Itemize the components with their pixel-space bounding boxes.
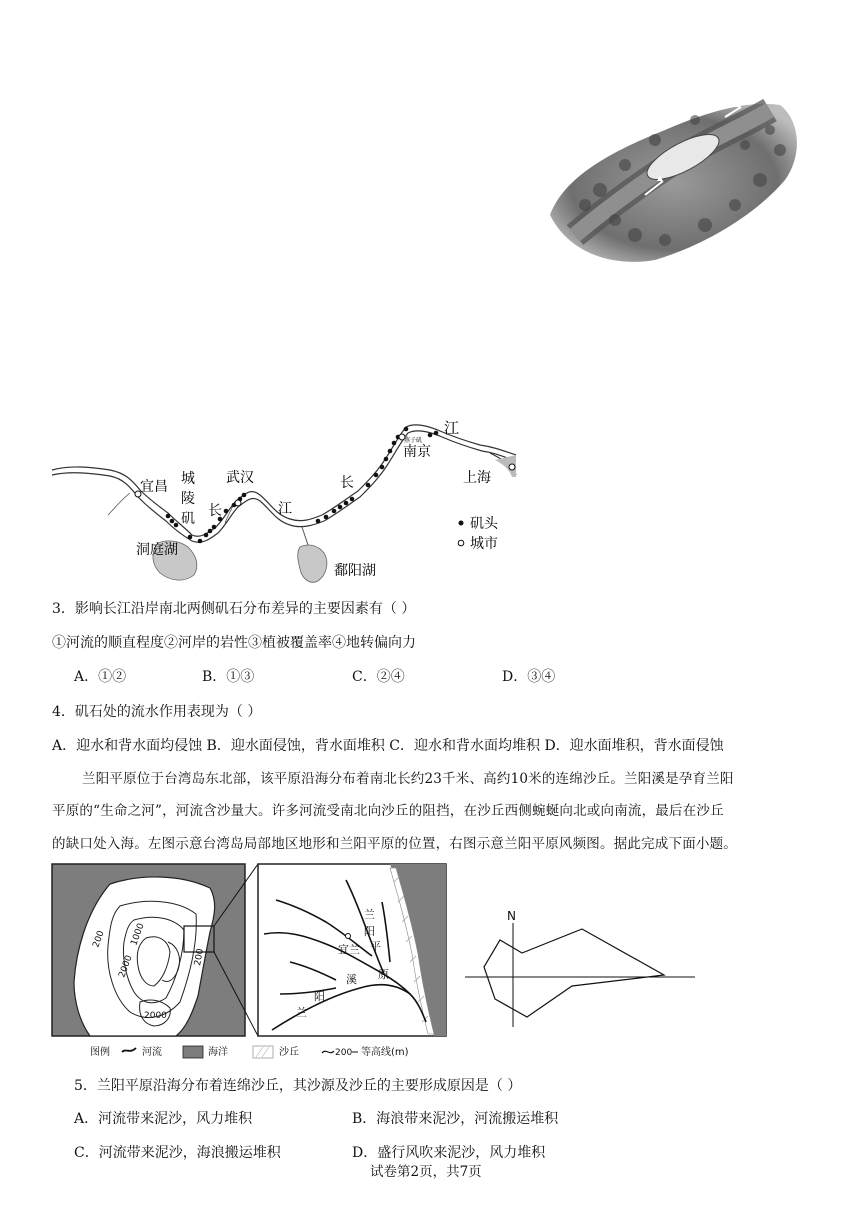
taiwan-lanyang-map [50,862,450,1062]
q3-option-c[interactable]: C．②④ [352,669,405,685]
inset-label-yilan: 宜兰 [338,943,360,956]
q3-option-b[interactable]: B．①③ [202,669,255,685]
legend-dune: 沙丘 [279,1047,299,1058]
river-island-illustration [545,95,805,265]
legend-title: 图例 [90,1047,110,1058]
label-ling: 陵 [181,491,195,507]
label-ji: 矶 [181,511,195,527]
legend-city: 城市 [470,536,498,552]
q5-option-c[interactable]: C．河流带来泥沙，海浪搬运堆积 [74,1145,281,1161]
label-shanghai: 上海 [463,470,491,486]
q3-stem: 3．影响长江沿岸南北两侧矶石分布差异的主要因素有（ ） [52,601,416,617]
yangtze-jitou-map [50,415,520,585]
q5-option-a[interactable]: A．河流带来泥沙，风力堆积 [74,1111,253,1127]
legend-contour-value: 200 [335,1048,353,1058]
contour-label-3: 2000 [117,954,135,980]
inset-label-yang-top: 阳 [364,925,375,938]
label-dongting: 洞庭湖 [136,542,178,558]
q4-options[interactable]: A．迎水和背水面均侵蚀 B．迎水面侵蚀，背水面堆积 C．迎水和背水面均堆积 D．迎水面堆积，背水面侵蚀 [52,738,724,754]
q3-factors: ①河流的顺直程度②河岸的岩性③植被覆盖率④地转偏向力 [52,635,416,651]
passage-line-2: 平原的“生命之河”，河流含沙量大。许多河流受南北向沙丘的阻挡，在沙丘西侧蜿蜒向北或向南流，最后在沙丘 [52,803,724,819]
q3-option-d[interactable]: D．③④ [502,669,556,685]
wind-frequency-polygon [484,929,664,1017]
label-jiang-top: 江 [444,419,460,437]
page-footer: 试卷第2页，共7页 [370,1164,482,1180]
q5-option-d[interactable]: D．盛行风吹来泥沙，风力堆积 [352,1145,546,1161]
label-chang-mid: 长 [340,475,354,491]
poyang-lake [298,545,327,582]
inset-label-ping: 平 [370,940,381,953]
label-poyang: 鄱阳湖 [334,563,376,579]
label-yanziji: 燕子矶 [404,437,423,444]
q5-option-b[interactable]: B．海浪带来泥沙，河流搬运堆积 [352,1111,559,1127]
legend-contour: 等高线(m) [361,1047,409,1058]
legend-ocean: 海洋 [208,1047,228,1058]
inset-label-lan-bottom: 兰 [296,1006,307,1019]
passage-line-1: 兰阳平原位于台湾岛东北部，该平原沿海分布着南北长约23千米、高约10米的连绵沙丘。兰阳溪是孕育兰阳 [82,771,734,787]
contour-label-5: 200 [193,947,206,967]
city-shanghai [509,464,515,470]
contour-label-4: 2000 [144,1011,167,1021]
label-chang-left: 长 [208,503,222,519]
label-jiang-mid: 江 [278,501,292,517]
q4-stem: 4．矶石处的流水作用表现为（ ） [52,704,262,720]
contour-label-2: 1000 [129,922,147,948]
inset-label-yang-bottom: 阳 [314,990,325,1003]
q3-option-a[interactable]: A．①② [74,669,127,685]
legend-jitou: 矶头 [470,516,498,532]
q5-stem: 5．兰阳平原沿海分布着连绵沙丘，其沙源及沙丘的主要形成原因是（ ） [74,1078,522,1094]
label-nanjing: 南京 [403,444,431,460]
yangtze-river-south-bank [52,431,516,542]
passage-line-3: 的缺口处入海。左图示意台湾岛局部地区地形和兰阳平原的位置，右图示意兰阳平原风频图。据此完成下面小题。 [52,836,737,852]
inset-label-xi: 溪 [346,973,357,986]
lanyang-wind-rose [460,905,700,1030]
inset-label-yuan: 原 [378,968,389,981]
wind-rose-north: N [507,909,516,923]
legend-river: 河流 [142,1047,162,1058]
contour-label-1: 200 [91,929,107,950]
label-yichang: 宜昌 [140,479,168,495]
label-wuhan: 武汉 [226,470,254,486]
city-wuhan [235,500,241,506]
jitou-dots [166,427,439,544]
label-cheng: 城 [181,471,195,487]
inset-label-lan-top: 兰 [364,908,375,921]
